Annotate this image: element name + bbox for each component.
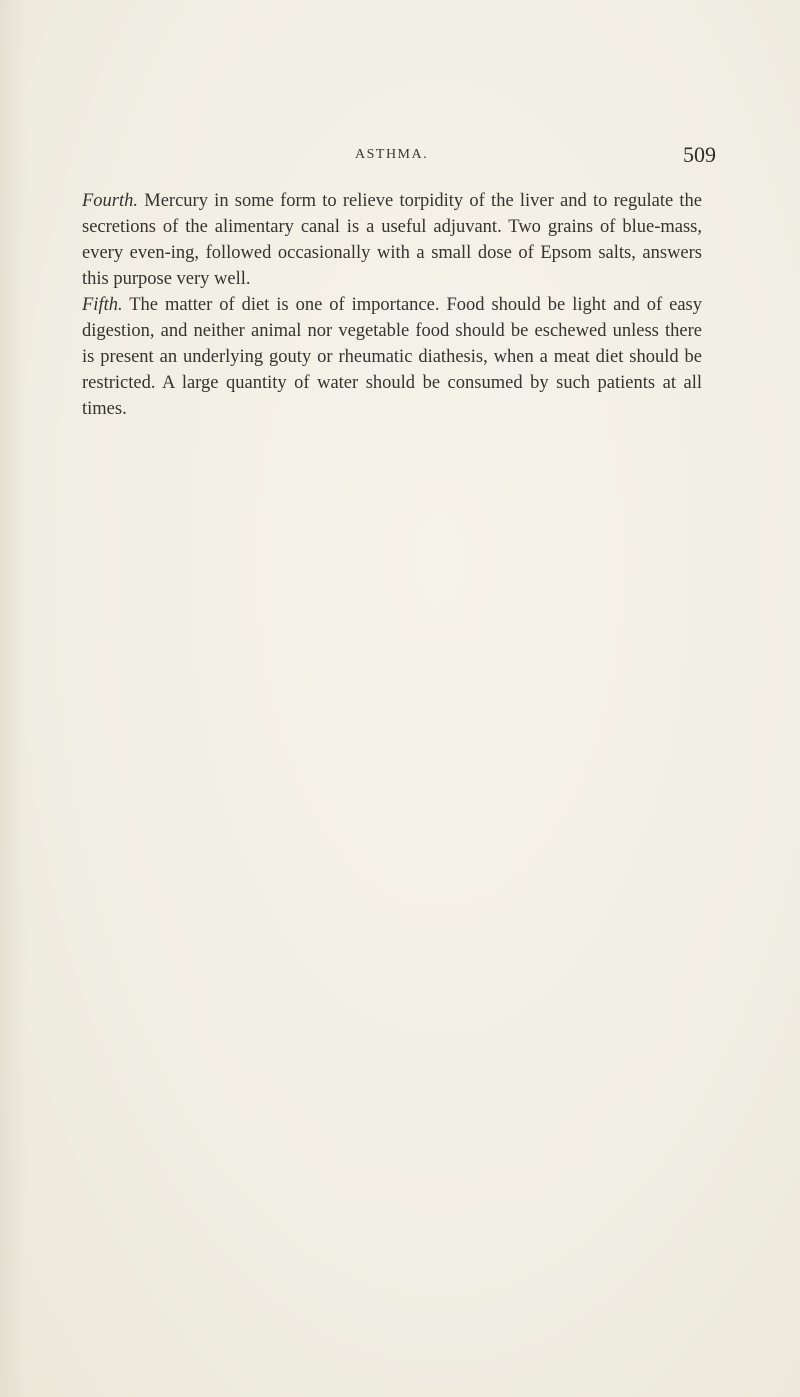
paragraph-fourth: [0, 188, 702, 292]
page-header: [0, 142, 800, 182]
paragraph-fifth: [0, 292, 702, 422]
paragraph-lead-fifth: Fifth.: [82, 295, 123, 315]
page-number: 509: [683, 142, 716, 167]
paragraph-text-fourth: Mercury in some form to relieve torpidity of the liver and to regulate the secretions of the alimentary canal is a useful adjuvant. Two grains of blue-mass, every even-ing, followed occasionally with a small dose of Epsom salts, answers this purpose very well.: [82, 191, 703, 289]
running-head: ASTHMA.: [355, 147, 429, 162]
paragraph-lead-fourth: Fourth.: [82, 191, 139, 211]
paragraph-text-fifth: The matter of diet is one of importance. Food should be light and of easy digestion, and neither animal nor vegetable food should be eschewed unless there is present an underlying gouty or rheumatic diathesis, when a meat diet should be restricted. A large quantity of water should be consumed by such patients at all times.: [82, 295, 703, 419]
body-text: [0, 188, 800, 422]
